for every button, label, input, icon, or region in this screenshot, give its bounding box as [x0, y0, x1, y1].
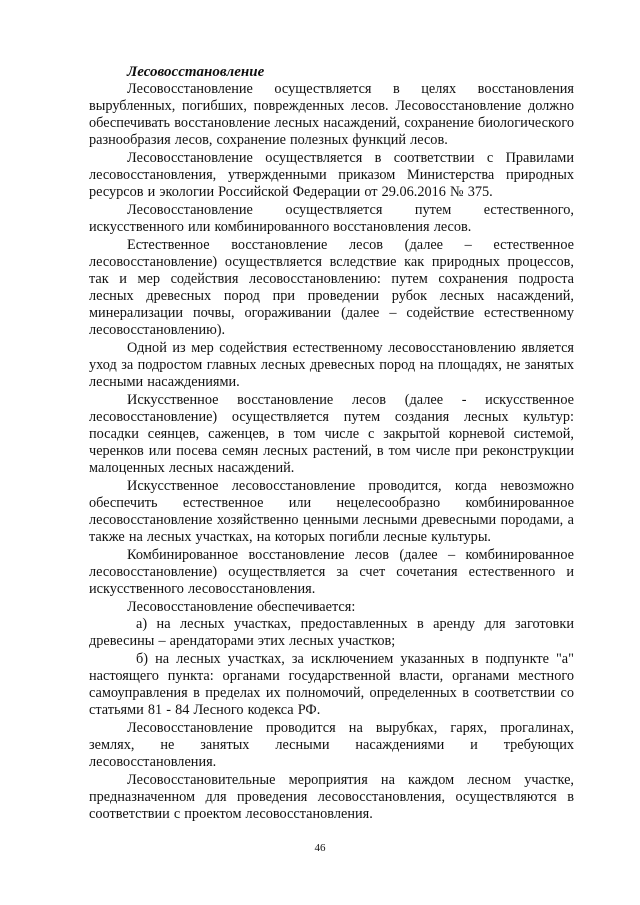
- list-item-b: б) на лесных участках, за исключением указанных в подпункте "а" настоящего пункта: органами государственной власти, органами местного самоуправления в пределах их полномочий, определенных в соответствии со статьями 81 - 84 Лесного кодекса РФ.: [89, 651, 574, 718]
- paragraph-methods: Лесовосстановление осуществляется путем естественного, искусственного или комбинированного восстановления лесов.: [89, 202, 574, 235]
- paragraph-rules: Лесовосстановление осуществляется в соответствии с Правилами лесовосстановления, утвержденными приказом Министерства природных ресурсов и экологии Российской Федерации от 29.06.2016 № 375.: [89, 150, 574, 200]
- paragraph-assistance: Одной из мер содействия естественному лесовосстановлению является уход за подростом главных лесных древесных пород на площадях, не занятых лесными насаждениями.: [89, 340, 574, 390]
- paragraph-purpose: Лесовосстановление осуществляется в целях восстановления вырубленных, погибших, поврежденных лесов. Лесовосстановление должно обеспечивать восстановление лесных насаждений, сохранение биологического разнообразия лесов, сохранение полезных функций лесов.: [89, 81, 574, 148]
- paragraph-project: Лесовосстановительные мероприятия на каждом лесном участке, предназначенном для проведения лесовосстановления, осуществляются в соответствии с проектом лесовосстановления.: [89, 772, 574, 822]
- list-item-a: а) на лесных участках, предоставленных в аренду для заготовки древесины – арендаторами этих лесных участков;: [89, 616, 574, 649]
- paragraph-natural: Естественное восстановление лесов (далее – естественное лесовосстановление) осуществляется вследствие как природных процессов, так и мер содействия лесовосстановлению: путем сохранения подроста лесных древесных пород при проведении рубок лесных насаждений, минерализации почвы, огораживании (далее – содействие естественному лесовосстановлению).: [89, 237, 574, 338]
- paragraph-artificial-conditions: Искусственное лесовосстановление проводится, когда невозможно обеспечить естественное или нецелесообразно комбинированное лесовосстановление хозяйственно ценными лесными древесными породами, а также на лесных участках, на которых погибли лесные культуры.: [89, 478, 574, 545]
- paragraph-combined: Комбинированное восстановление лесов (далее – комбинированное лесовосстановление) осуществляется за счет сочетания естественного и искусственного лесовосстановления.: [89, 547, 574, 597]
- paragraph-locations: Лесовосстановление проводится на вырубках, гарях, прогалинах, землях, не занятых лесными насаждениями и требующих лесовосстановления.: [89, 720, 574, 770]
- paragraph-provided-by: Лесовосстановление обеспечивается:: [127, 599, 356, 615]
- paragraph-artificial: Искусственное восстановление лесов (далее - искусственное лесовосстановление) осуществляется путем создания лесных культур: посадки сеянцев, саженцев, в том числе с закрытой корневой системой, черенков или посева семян лесных растений, в том числе при реконструкции малоценных лесных насаждений.: [89, 392, 574, 476]
- section-heading: Лесовосстановление: [127, 64, 265, 80]
- page-number: 46: [314, 842, 326, 854]
